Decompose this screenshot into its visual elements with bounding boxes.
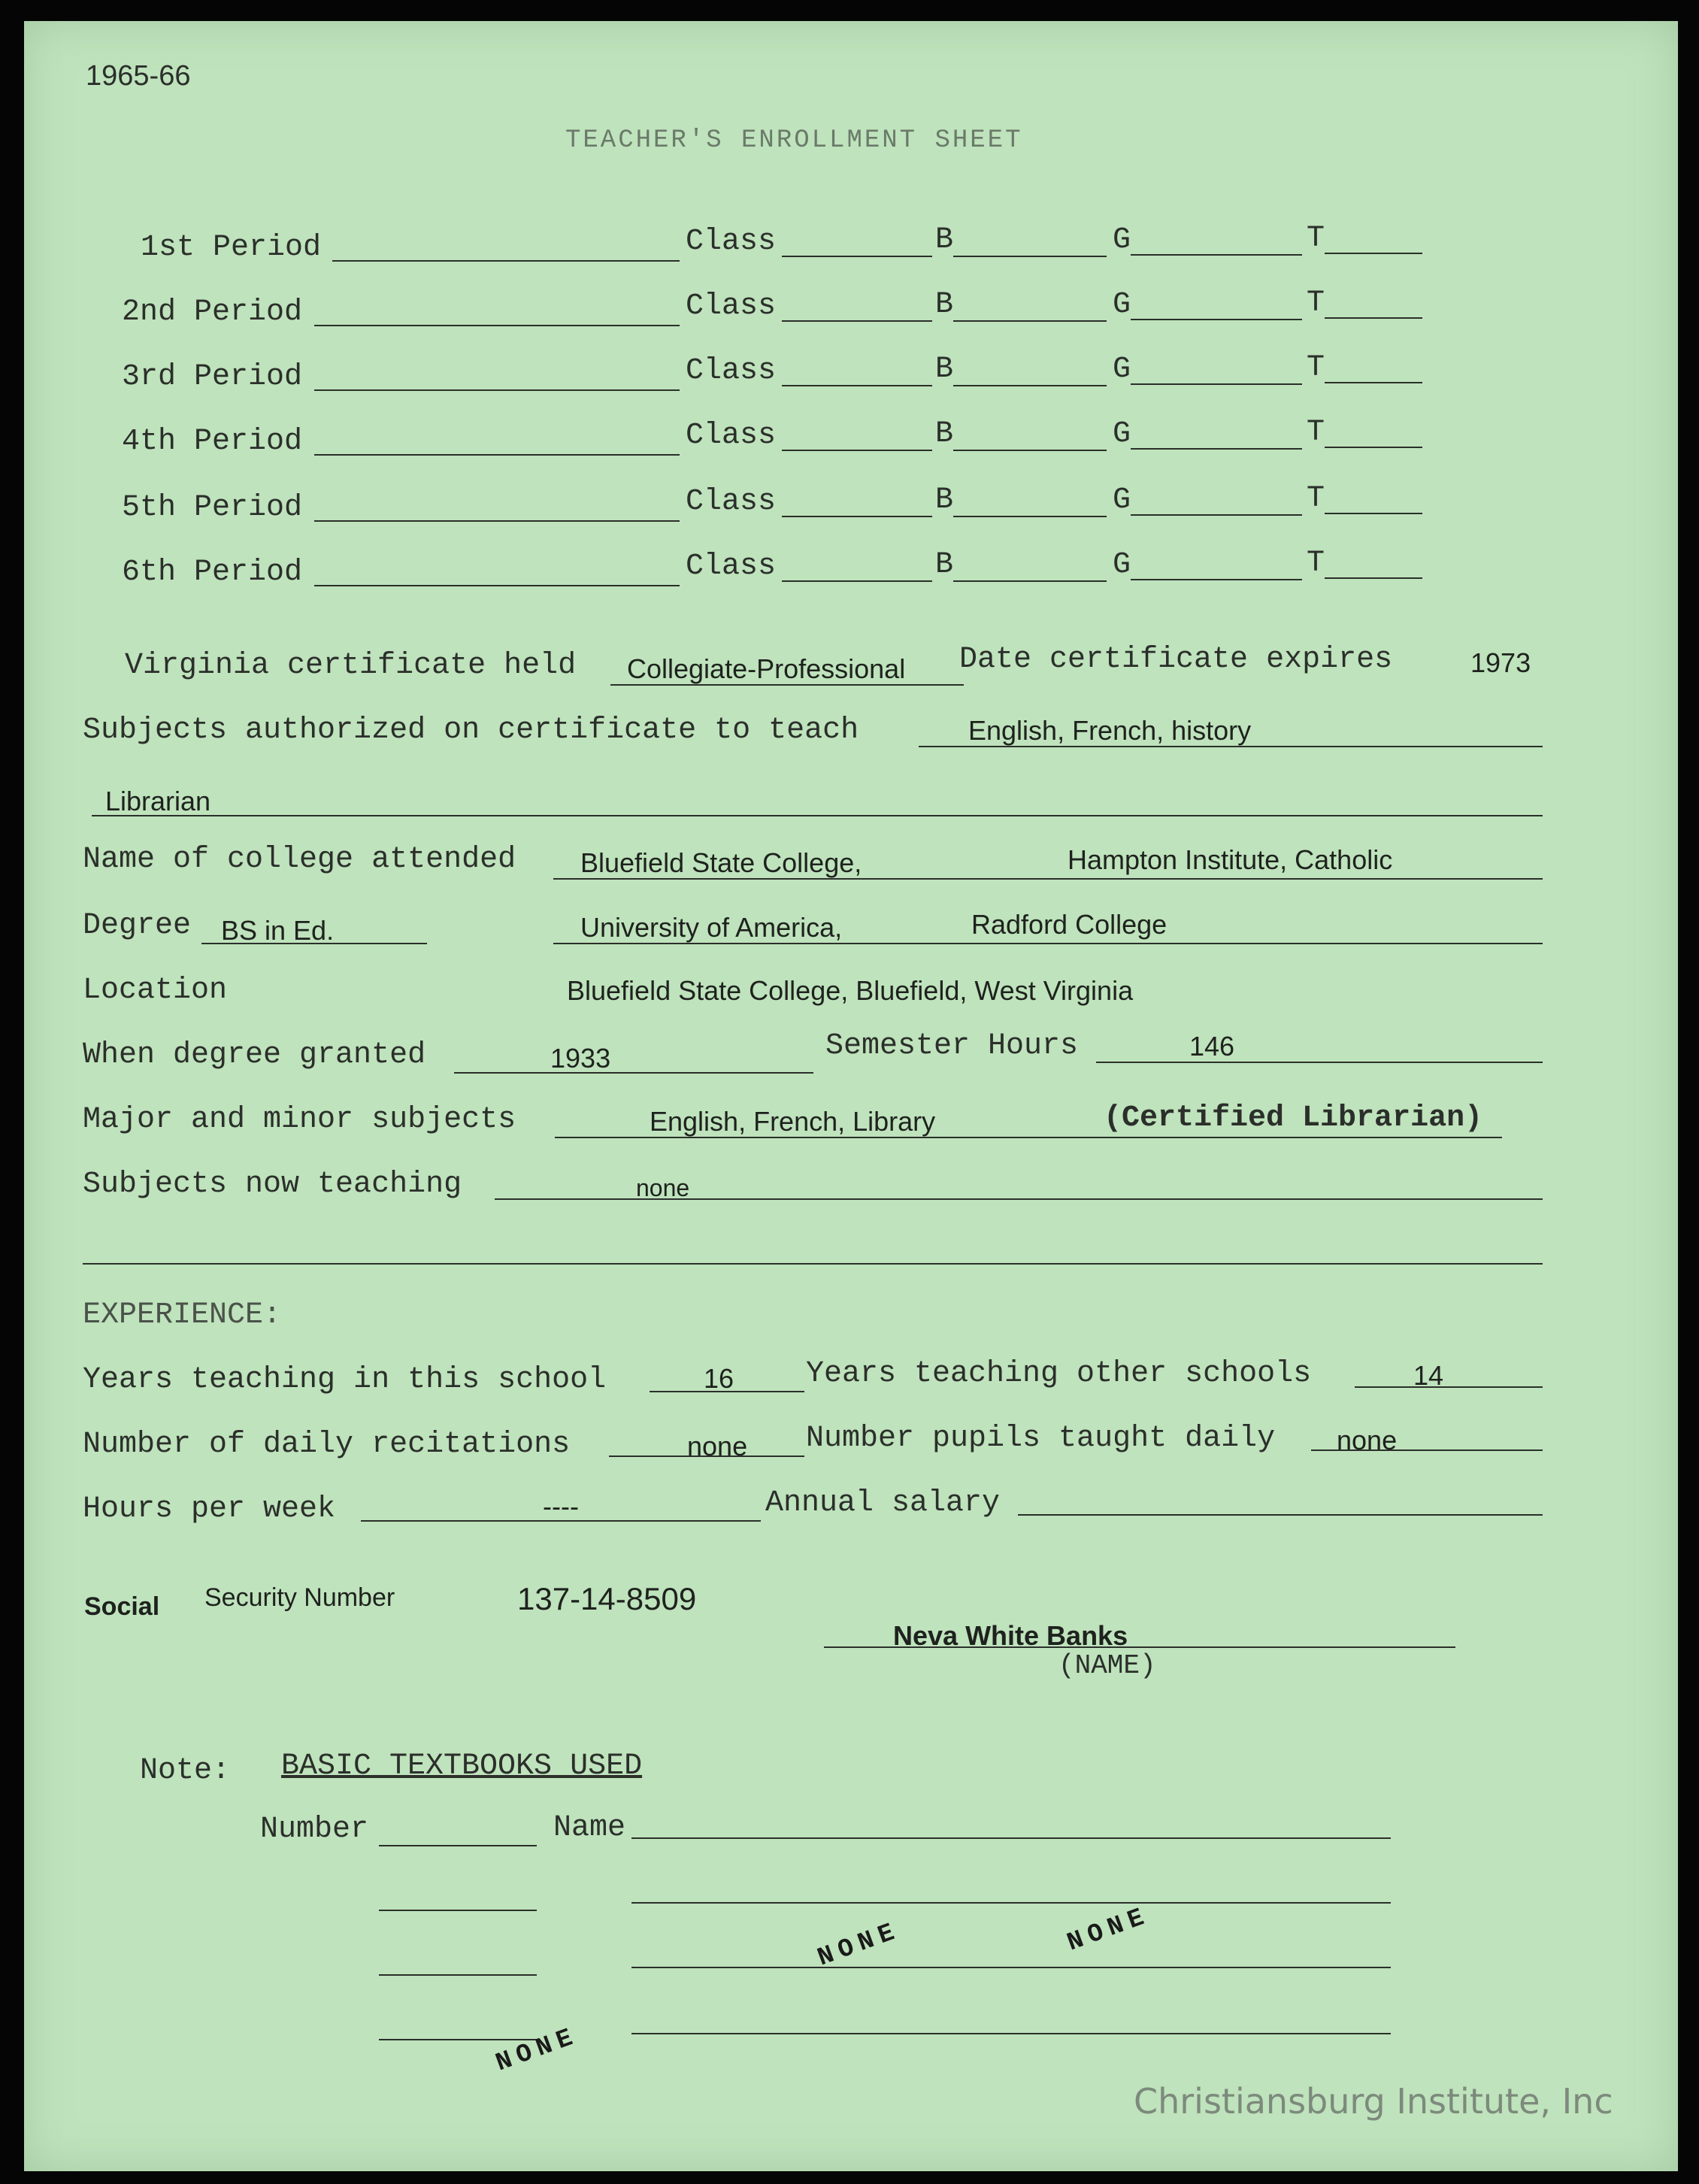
years-this-school-value: 16 xyxy=(704,1363,734,1394)
degree-granted-value: 1933 xyxy=(550,1043,611,1074)
none-stamp: NONE xyxy=(1063,1901,1154,1958)
class-blank xyxy=(782,450,932,451)
major-minor-value: English, French, Library xyxy=(650,1106,936,1137)
degree-blank xyxy=(201,943,427,944)
g-label: G xyxy=(1113,483,1131,517)
period-label: 2nd Period xyxy=(122,295,303,329)
t-label: T xyxy=(1307,222,1325,256)
daily-recitations-blank xyxy=(609,1455,804,1457)
years-other-schools-label: Years teaching other schools xyxy=(806,1357,1312,1391)
college-value-1: Bluefield State College, xyxy=(580,847,862,878)
g-label: G xyxy=(1113,417,1131,451)
textbook-number-blank xyxy=(379,1845,537,1846)
period-label: 6th Period xyxy=(122,556,303,589)
pupils-taught-value: none xyxy=(1337,1425,1398,1455)
period-label: 5th Period xyxy=(122,491,303,525)
t-label: T xyxy=(1307,286,1325,320)
g-label: G xyxy=(1113,288,1131,322)
daily-recitations-label: Number of daily recitations xyxy=(83,1428,571,1462)
t-label: T xyxy=(1307,547,1325,580)
period-label: 3rd Period xyxy=(122,360,303,394)
class-label: Class xyxy=(686,354,777,388)
period-blank xyxy=(314,585,680,586)
t-blank xyxy=(1325,382,1422,383)
class-label: Class xyxy=(686,419,777,453)
class-blank xyxy=(782,256,932,257)
subjects-authorized-blank xyxy=(919,746,1543,747)
certificate-expires-value: 1973 xyxy=(1470,647,1531,678)
b-blank xyxy=(953,516,1107,517)
b-label: B xyxy=(935,288,954,322)
subjects-authorized-value: English, French, history xyxy=(968,715,1252,746)
b-blank xyxy=(953,580,1107,582)
now-teaching-value: none xyxy=(636,1174,690,1201)
g-blank xyxy=(1131,254,1302,256)
pupils-taught-label: Number pupils taught daily xyxy=(806,1422,1276,1455)
pupils-taught-blank xyxy=(1311,1449,1543,1451)
degree-value: BS in Ed. xyxy=(221,915,335,946)
period-label: 4th Period xyxy=(122,425,303,459)
class-blank xyxy=(782,320,932,322)
b-label: B xyxy=(935,417,954,451)
period-blank xyxy=(332,260,680,262)
g-blank xyxy=(1131,514,1302,516)
b-label: B xyxy=(935,223,954,257)
years-this-school-blank xyxy=(650,1391,804,1392)
b-label: B xyxy=(935,353,954,386)
t-blank xyxy=(1325,317,1422,319)
now-teaching-blank xyxy=(495,1198,1543,1200)
major-minor-label: Major and minor subjects xyxy=(83,1103,516,1137)
hours-per-week-blank xyxy=(361,1520,761,1522)
major-minor-note: (Certified Librarian) xyxy=(1104,1101,1483,1135)
g-blank xyxy=(1131,448,1302,450)
degree-granted-label: When degree granted xyxy=(83,1038,426,1072)
b-blank xyxy=(953,320,1107,322)
class-label: Class xyxy=(686,289,777,323)
subjects-authorized-blank-2 xyxy=(92,815,1543,816)
college-blank-2 xyxy=(553,943,1543,944)
daily-recitations-value: none xyxy=(687,1431,748,1462)
t-label: T xyxy=(1307,482,1325,516)
subjects-authorized-label: Subjects authorized on certificate to teach xyxy=(83,713,859,747)
b-blank xyxy=(953,385,1107,386)
b-label: B xyxy=(935,483,954,517)
signature-caption: (NAME) xyxy=(1058,1650,1156,1681)
form-title: TEACHER'S ENROLLMENT SHEET xyxy=(565,126,1023,155)
ssn-label-social: Social xyxy=(84,1592,160,1621)
period-blank xyxy=(314,325,680,326)
textbook-number-blank xyxy=(379,2039,537,2040)
class-blank xyxy=(782,385,932,386)
textbook-name-blank xyxy=(631,1967,1391,1968)
g-label: G xyxy=(1113,353,1131,386)
hours-per-week-value: ---- xyxy=(543,1491,579,1522)
class-blank xyxy=(782,580,932,582)
period-blank xyxy=(314,520,680,522)
college-value-3: University of America, xyxy=(580,912,843,943)
certificate-held-value: Collegiate-Professional xyxy=(627,653,906,684)
watermark: Christiansburg Institute, Inc xyxy=(1134,2081,1613,2122)
t-label: T xyxy=(1307,351,1325,385)
textbook-name-blank xyxy=(631,1902,1391,1904)
subjects-authorized-value-2: Librarian xyxy=(105,786,211,816)
years-other-schools-blank xyxy=(1355,1386,1543,1388)
textbook-number-blank xyxy=(379,1910,537,1911)
ssn-value: 137-14-8509 xyxy=(517,1581,697,1616)
period-blank xyxy=(314,454,680,456)
degree-granted-blank xyxy=(454,1072,813,1074)
t-blank xyxy=(1325,577,1422,579)
period-blank xyxy=(314,389,680,391)
semester-hours-value: 146 xyxy=(1189,1031,1235,1062)
enrollment-sheet xyxy=(24,21,1678,2171)
t-blank xyxy=(1325,447,1422,448)
none-stamp: NONE xyxy=(813,1916,904,1973)
college-value-2: Hampton Institute, Catholic xyxy=(1068,844,1393,875)
class-label: Class xyxy=(686,485,777,519)
b-blank xyxy=(953,256,1107,257)
b-label: B xyxy=(935,548,954,582)
years-other-schools-value: 14 xyxy=(1413,1360,1444,1391)
certificate-held-blank xyxy=(610,684,964,686)
annual-salary-blank xyxy=(1018,1514,1543,1516)
certificate-held-label: Virginia certificate held xyxy=(125,649,577,683)
years-this-school-label: Years teaching in this school xyxy=(83,1363,607,1397)
g-blank xyxy=(1131,383,1302,385)
semester-hours-blank xyxy=(1096,1062,1543,1063)
g-blank xyxy=(1131,579,1302,580)
college-blank xyxy=(553,878,1543,880)
class-label: Class xyxy=(686,225,777,259)
textbook-number-label: Number xyxy=(260,1813,369,1846)
certificate-expires-label: Date certificate expires xyxy=(959,643,1393,677)
class-label: Class xyxy=(686,550,777,583)
t-blank xyxy=(1325,513,1422,514)
college-value-4: Radford College xyxy=(971,909,1167,940)
major-minor-blank xyxy=(555,1137,1502,1138)
degree-label: Degree xyxy=(83,909,192,943)
location-value: Bluefield State College, Bluefield, West Virginia xyxy=(567,975,1134,1006)
g-label: G xyxy=(1113,548,1131,582)
school-year: 1965-66 xyxy=(86,60,191,92)
hours-per-week-label: Hours per week xyxy=(83,1492,336,1526)
now-teaching-blank-2 xyxy=(83,1263,1543,1265)
location-label: Location xyxy=(83,974,228,1007)
period-label: 1st Period xyxy=(141,231,322,265)
textbook-name-blank xyxy=(631,2033,1391,2034)
now-teaching-label: Subjects now teaching xyxy=(83,1168,462,1201)
signature-name: Neva White Banks xyxy=(893,1620,1128,1651)
textbooks-heading: BASIC TEXTBOOKS USED xyxy=(281,1749,643,1783)
b-blank xyxy=(953,450,1107,451)
textbook-name-label: Name xyxy=(553,1811,626,1845)
experience-heading: EXPERIENCE: xyxy=(83,1298,282,1332)
none-stamp: NONE xyxy=(492,2022,583,2079)
textbook-number-blank xyxy=(379,1974,537,1976)
t-blank xyxy=(1325,253,1422,254)
ssn-label-rest: Security Number xyxy=(204,1583,395,1612)
class-blank xyxy=(782,516,932,517)
t-label: T xyxy=(1307,416,1325,450)
textbook-name-blank xyxy=(631,1837,1391,1839)
college-label: Name of college attended xyxy=(83,843,516,877)
semester-hours-label: Semester Hours xyxy=(825,1029,1079,1063)
annual-salary-label: Annual salary xyxy=(765,1486,1001,1520)
g-label: G xyxy=(1113,223,1131,257)
note-label: Note: xyxy=(140,1754,231,1788)
signature-line xyxy=(824,1646,1455,1648)
g-blank xyxy=(1131,319,1302,320)
